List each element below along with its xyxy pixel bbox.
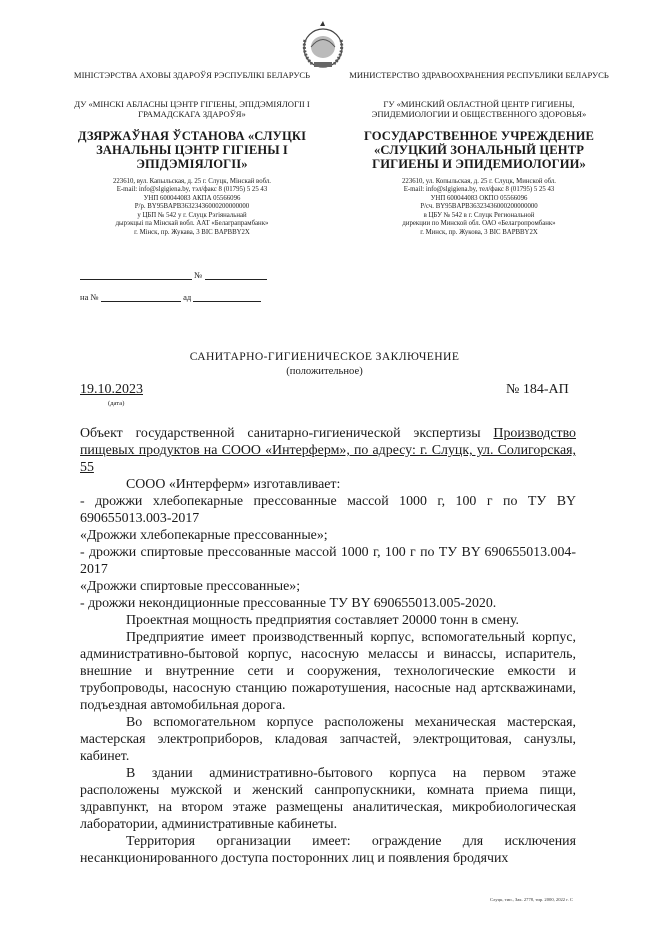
date-caption: (дата): [108, 400, 125, 407]
requisite-line: E-mail: info@slgigiena.by, тел/факс 8 (01795) 5 25 43: [403, 186, 555, 194]
requisite-line: дырэкцыі па Мінскай вобл. ААТ «Белаграпрамбанк»: [115, 220, 269, 228]
org-name-ru: ГОСУДАРСТВЕННОЕ УЧРЕЖДЕНИЕ «СЛУЦКИЙ ЗОНАЛЬНЫЙ ЦЕНТР ГИГИЕНЫ И ЭПИДЕМИОЛОГИИ»: [363, 128, 595, 172]
product-name: «Дрожжи хлебопекарные прессованные»;: [80, 528, 328, 543]
requisite-line: г. Минск, пр. Жукова, 3 BIC BAPBBY2X: [420, 228, 538, 236]
requisite-line: 223610, вул. Капыльская, д. 25 г. Слуцк, Мінскай вобл.: [113, 177, 271, 185]
requisite-line: 223610, ул. Копыльская, д. 25 г. Слуцк, Минской обл.: [402, 177, 556, 185]
ministry-name-ru: МИНИСТЕРСТВО ЗДРАВООХРАНЕНИЯ РЕСПУБЛИКИ БЕЛАРУСЬ: [349, 70, 609, 80]
product-item: - дрожжи спиртовые прессованные массой 1000 г, 100 г по ТУ BY 690655013.004-2017: [80, 545, 576, 577]
document-title: САНИТАРНО-ГИГИЕНИЧЕСКОЕ ЗАКЛЮЧЕНИЕ: [189, 350, 460, 363]
from-label: ад: [183, 292, 192, 302]
auxiliary-building-paragraph: Во вспомогательном корпусе расположены механическая мастерская, мастерская электроприборов, кладовая запчастей, электрощитовая, санузлы, кабинет.: [80, 715, 576, 764]
capacity-paragraph: Проектная мощность предприятия составляет 20000 тонн в смену.: [126, 613, 519, 628]
parent-org-ru: ГУ «МИНСКИЙ ОБЛАСТНОЙ ЦЕНТР ГИГИЕНЫ, ЭПИДЕМИОЛОГИИ И ОБЩЕСТВЕННОГО ЗДОРОВЬЯ»: [371, 98, 587, 119]
requisite-line: дирекции по Минской обл. ОАО «Белагропромбанк»: [402, 220, 556, 228]
facilities-paragraph: Предприятие имеет производственный корпус, вспомогательный корпус, административно-бытовой корпус, насосную мелассы и винассы, испаритель, внешние и внутренние сети и сооружения, технологические емкости и трубопроводы, насосную станцию пожаротушения, насосные над артскважинами, подъездная автомобильная дорога.: [80, 630, 576, 713]
number-label: №: [194, 270, 203, 280]
registration-number-line: [80, 270, 267, 280]
requisite-line: E-mail: info@slgigiena.by, тэл/факс 8 (01795) 5 25 43: [116, 186, 268, 194]
document-body: [80, 425, 576, 867]
territory-paragraph: Территория организации имеет: ограждение для исключения несанкционированного доступа посторонних лиц и появления бродячих: [80, 834, 576, 866]
document-subtitle: (положительное): [286, 366, 363, 377]
header-right: [346, 70, 612, 237]
requisite-line: УНП 600044083 АКПА 05566096: [143, 194, 241, 202]
parent-org-by: ДУ «МІНСКІ АБЛАСНЫ ЦЭНТР ГІГІЕНЫ, ЭПІДЭМІЯЛОГІІ І ГРАМАДСКАГА ЗДАРОЎЯ»: [74, 98, 310, 119]
requisite-line: Р/р. BY95BAPB36323436000200000000: [134, 203, 250, 211]
header-left: [62, 70, 322, 237]
document-date: 19.10.2023: [80, 382, 143, 397]
requisite-line: г. Мінск, пр. Жукава, 3 BIC BAPBBY2X: [134, 228, 250, 236]
manufactures-line: СООО «Интерферм» изготавливает:: [126, 477, 341, 492]
state-emblem: [296, 18, 350, 72]
requisites-ru: [346, 178, 612, 238]
object-label: Объект государственной санитарно-гигиенической экспертизы: [80, 426, 481, 441]
reference-number-line: [80, 292, 261, 302]
object-value: Производство пищевых продуктов на СООО «Интерферм», по адресу: г. Слуцк, ул. Солигорская, 55: [80, 426, 576, 475]
requisite-line: в ЦБУ № 542 в г. Слуцк Региональной: [423, 211, 535, 219]
requisite-line: у ЦБП № 542 у г. Слуцк Рэгіянальнай: [137, 211, 247, 219]
print-footnote: Слуцк, тип., Зак. 2778, тир. 2000, 2022 г. С: [490, 897, 573, 902]
object-paragraph: [80, 425, 576, 476]
org-name-by: ДЗЯРЖАЎНАЯ ЎСТАНОВА «СЛУЦКІ ЗАНАЛЬНЫ ЦЭНТР ГІГІЕНЫ І ЭПІДЭМІЯЛОГІІ»: [77, 128, 307, 172]
product-item: - дрожжи хлебопекарные прессованные массой 1000 г, 100 г по ТУ BY 690655013.003-2017: [80, 494, 576, 526]
requisites-by: [62, 178, 322, 238]
requisite-line: УНП 600044083 ОКПО 05566096: [430, 194, 528, 202]
admin-building-paragraph: В здании административно-бытового корпуса на первом этаже расположены мужской и женский санпропускники, комната приема пищи, здравпункт, на втором этаже размещены аналитическая, микробиологическая лаборатории, административные кабинеты.: [80, 766, 576, 832]
requisite-line: Р/сч. BY95BAPB36323436000200000000: [420, 203, 538, 211]
ministry-name-by: МІНІСТЭРСТВА АХОВЫ ЗДАРОЎЯ РЭСПУБЛІКІ БЕЛАРУСЬ: [73, 70, 311, 80]
product-name: «Дрожжи спиртовые прессованные»;: [80, 579, 301, 594]
on-number-label: на №: [80, 292, 99, 302]
product-item: - дрожжи некондиционные прессованные ТУ BY 690655013.005-2020.: [80, 596, 497, 611]
document-number: № 184-АП: [506, 382, 569, 397]
